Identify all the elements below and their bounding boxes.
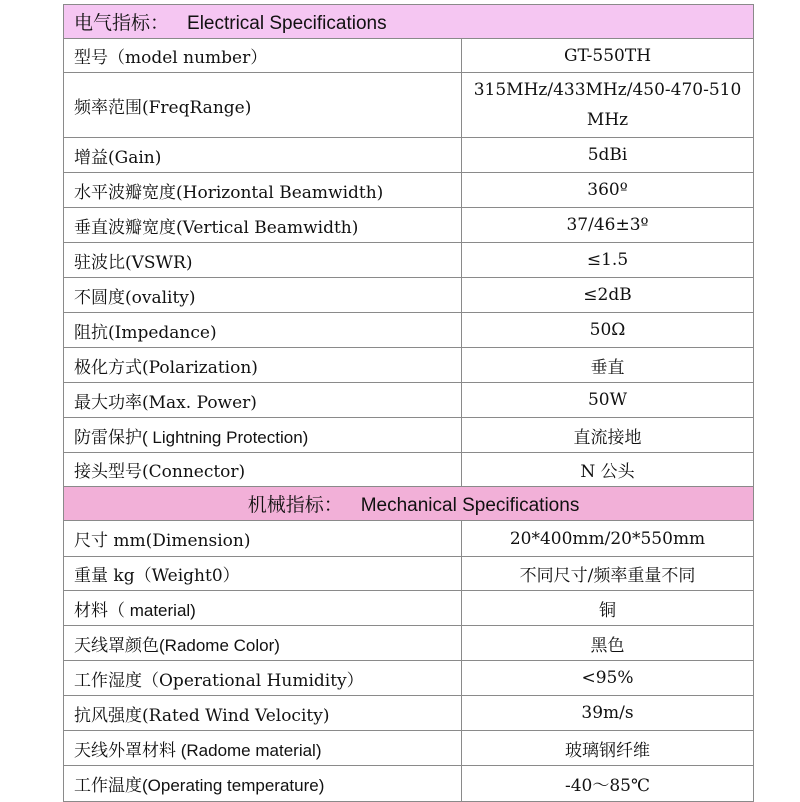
spec-value: 37/46±3º (462, 208, 754, 243)
table-row (64, 348, 754, 383)
spec-label: 工作温度(Operating temperature) (64, 766, 462, 802)
spec-label: 抗风强度(Rated Wind Velocity) (64, 696, 462, 731)
spec-label: 驻波比(VSWR) (64, 243, 462, 278)
spec-value: 不同尺寸/频率重量不同 (462, 557, 754, 591)
mechanical-header (64, 487, 754, 521)
spec-label: 不圆度(ovality) (64, 278, 462, 313)
mechanical-header-cn: 机械指标： (247, 495, 343, 516)
electrical-header-en: Electrical Specifications (187, 13, 387, 34)
spec-value: 垂直 (462, 348, 754, 383)
spec-value: ≤2dB (462, 278, 754, 313)
spec-value: 39m/s (462, 696, 754, 731)
spec-label: 频率范围(FreqRange) (64, 73, 462, 138)
spec-label: 型号（model number） (64, 39, 462, 73)
spec-value: 黑色 (462, 626, 754, 661)
spec-value: 50W (462, 383, 754, 418)
spec-label: 接头型号(Connector) (64, 453, 462, 487)
spec-value: -40～85℃ (462, 766, 754, 802)
table-row (64, 766, 754, 802)
table-row (64, 661, 754, 696)
spec-label: 重量 kg（Weight0） (64, 557, 462, 591)
spec-label: 最大功率(Max. Power) (64, 383, 462, 418)
spec-label: 防雷保护( Lightning Protection) (64, 418, 462, 453)
spec-label: 阻抗(Impedance) (64, 313, 462, 348)
spec-label: 极化方式(Polarization) (64, 348, 462, 383)
spec-value: 直流接地 (462, 418, 754, 453)
spec-value: 315MHz/433MHz/450-470-510MHz (462, 73, 754, 138)
table-row (64, 313, 754, 348)
table-row (64, 696, 754, 731)
spec-label: 垂直波瓣宽度(Vertical Beamwidth) (64, 208, 462, 243)
spec-value: 5dBi (462, 138, 754, 173)
spec-label: 尺寸 mm(Dimension) (64, 521, 462, 557)
table-row (64, 626, 754, 661)
spec-label: 水平波瓣宽度(Horizontal Beamwidth) (64, 173, 462, 208)
table-row (64, 418, 754, 453)
table-row (64, 731, 754, 766)
table-row (64, 521, 754, 557)
table-row (64, 39, 754, 73)
spec-label: 工作湿度（Operational Humidity） (64, 661, 462, 696)
spec-value: 铜 (462, 591, 754, 626)
table-row (64, 383, 754, 418)
spec-value: 360º (462, 173, 754, 208)
mechanical-header-en: Mechanical Specifications (360, 495, 580, 516)
spec-value: N 公头 (462, 453, 754, 487)
spec-value: 50Ω (462, 313, 754, 348)
spec-label: 天线外罩材料 (Radome material) (64, 731, 462, 766)
table-row (64, 453, 754, 487)
table-row (64, 73, 754, 138)
electrical-header (64, 5, 754, 39)
table-row (64, 208, 754, 243)
table-row (64, 173, 754, 208)
electrical-header-cn: 电气指标： (74, 13, 170, 34)
spec-value: GT-550TH (462, 39, 754, 73)
spec-label: 材料（ material) (64, 591, 462, 626)
mechanical-header-row (64, 487, 754, 521)
spec-value: 20*400mm/20*550mm (462, 521, 754, 557)
table-row (64, 591, 754, 626)
table-row (64, 243, 754, 278)
table-row (64, 557, 754, 591)
spec-value: 玻璃钢纤维 (462, 731, 754, 766)
table-row (64, 278, 754, 313)
table-row (64, 138, 754, 173)
electrical-header-row (64, 5, 754, 39)
spec-value: ≤1.5 (462, 243, 754, 278)
spec-value: <95% (462, 661, 754, 696)
spec-label: 增益(Gain) (64, 138, 462, 173)
specifications-table (63, 4, 754, 802)
spec-label: 天线罩颜色(Radome Color) (64, 626, 462, 661)
